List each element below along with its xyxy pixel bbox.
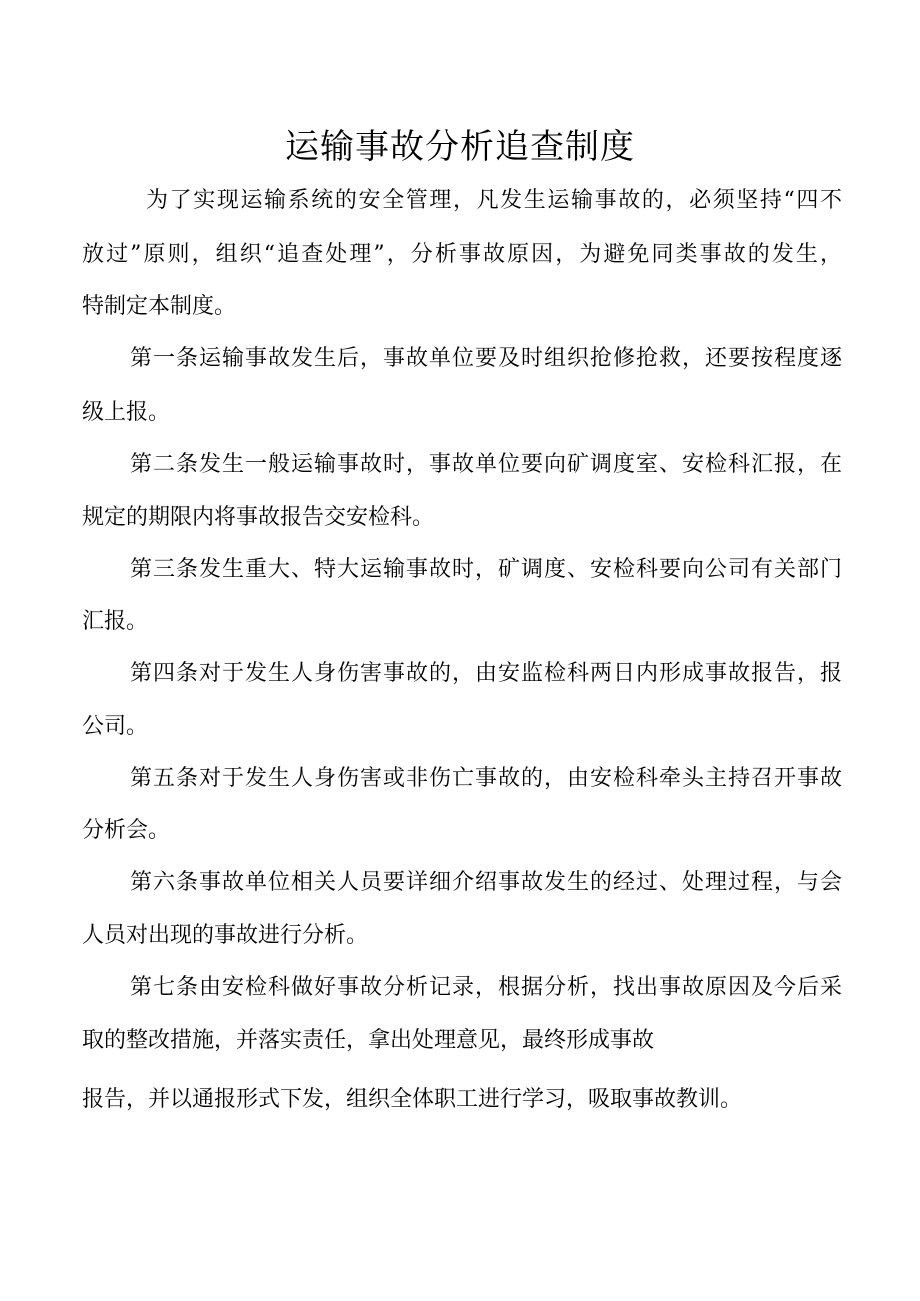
article-4-line-2: 公司。	[82, 714, 149, 739]
article-7-line-1: 第七条由安检科做好事故分析记录，根据分析，找出事故原因及今后采	[130, 975, 842, 1000]
paragraph-intro-line-3: 特制定本制度。	[82, 294, 237, 319]
article-5-line-2: 分析会。	[82, 818, 171, 843]
article-2-line-2: 规定的期限内将事故报告交安检科。	[82, 505, 435, 530]
article-3-line-2: 汇报。	[82, 609, 149, 634]
article-4-line-1: 第四条对于发生人身伤害事故的，由安监检科两日内形成事故报告，报	[130, 661, 842, 686]
article-7-line-3: 报告，并以通报形式下发，组织全体职工进行学习，吸取事故教训。	[82, 1087, 743, 1112]
article-3-line-1: 第三条发生重大、特大运输事故时，矿调度、安检科要向公司有关部门	[130, 557, 842, 582]
article-1-line-1: 第一条运输事故发生后，事故单位要及时组织抢修抢救，还要按程度逐	[130, 346, 842, 371]
article-6-line-1: 第六条事故单位相关人员要详细介绍事故发生的经过、处理过程，与会	[130, 870, 842, 895]
article-2-line-1: 第二条发生一般运输事故时，事故单位要向矿调度室、安检科汇报，在	[130, 452, 842, 477]
document-title: 运输事故分析追查制度	[285, 127, 635, 167]
paragraph-intro-line-2: 放过”原则，组织“追查处理”，分析事故原因，为避免同类事故的发生，	[82, 242, 842, 267]
article-1-line-2: 级上报。	[82, 400, 171, 425]
article-7-line-2: 取的整改措施，并落实责任，拿出处理意见，最终形成事故	[82, 1028, 655, 1053]
article-6-line-2: 人员对出现的事故进行分析。	[82, 923, 369, 948]
paragraph-intro-line-1: 为了实现运输系统的安全管理，凡发生运输事故的，必须坚持“四不	[146, 188, 842, 213]
article-5-line-1: 第五条对于发生人身伤害或非伤亡事故的，由安检科牵头主持召开事故	[130, 766, 842, 791]
